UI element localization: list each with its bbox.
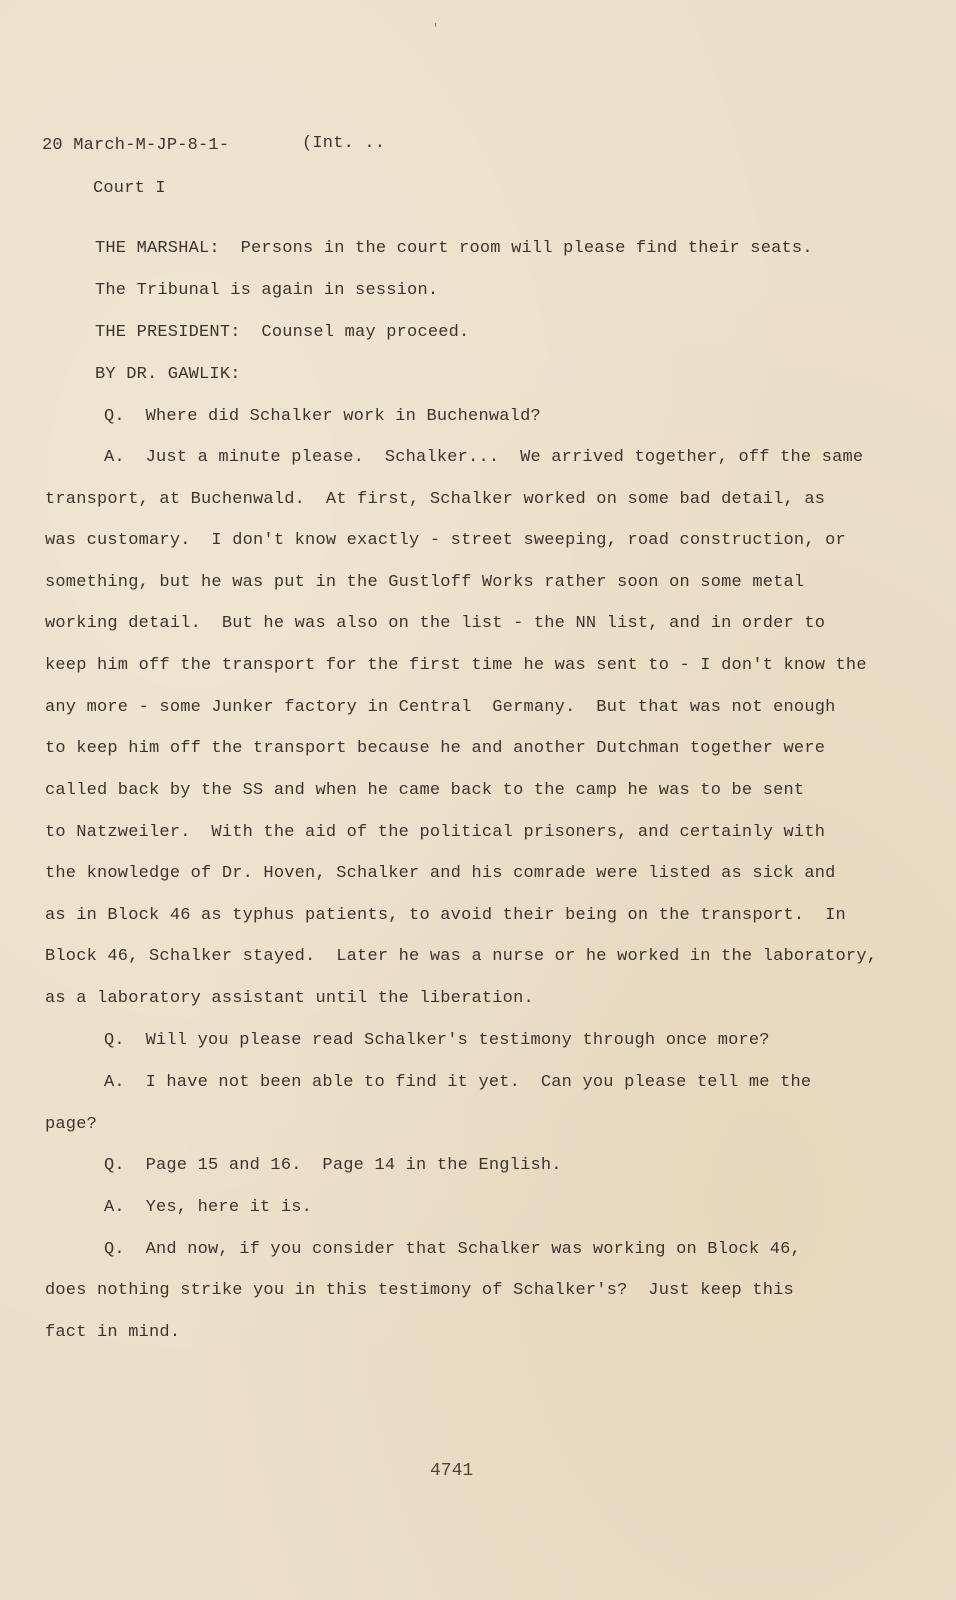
transcript-line: called back by the SS and when he came back to the camp he was to be sent — [45, 781, 805, 800]
transcript-line: Block 46, Schalker stayed. Later he was a nurse or he worked in the laboratory, — [45, 947, 878, 966]
transcript-line: keep him off the transport for the first time he was sent to - I don't know the — [45, 656, 867, 675]
transcript-line: as in Block 46 as typhus patients, to avoid their being on the transport. In — [45, 906, 846, 925]
transcript-line: Q. And now, if you consider that Schalker was working on Block 46, — [104, 1240, 801, 1259]
page-number: 4741 — [430, 1461, 474, 1481]
transcript-line: A. Just a minute please. Schalker... We arrived together, off the same — [104, 448, 864, 467]
transcript-line: BY DR. GAWLIK: — [95, 365, 241, 384]
pencil-mark: ' — [432, 22, 440, 36]
transcript-line: A. Yes, here it is. — [104, 1198, 313, 1217]
transcript-line: was customary. I don't know exactly - street sweeping, road construction, or — [45, 531, 846, 550]
transcript-line: Q. Page 15 and 16. Page 14 in the English. — [104, 1156, 562, 1175]
transcript-line: THE PRESIDENT: Counsel may proceed. — [95, 323, 470, 342]
header-int: (Int. .. — [302, 134, 386, 153]
transcript-line: transport, at Buchenwald. At first, Schalker worked on some bad detail, as — [45, 490, 826, 509]
transcript-line: page? — [45, 1115, 98, 1134]
transcript-line: working detail. But he was also on the list - the NN list, and in order to — [45, 614, 826, 633]
transcript-line: to keep him off the transport because he and another Dutchman together were — [45, 739, 826, 758]
transcript-line: THE MARSHAL: Persons in the court room will please find their seats. — [95, 239, 813, 258]
transcript-line: The Tribunal is again in session. — [95, 281, 439, 300]
transcript-line: any more - some Junker factory in Central Germany. But that was not enough — [45, 698, 836, 717]
transcript-line: does nothing strike you in this testimony of Schalker's? Just keep this — [45, 1281, 794, 1300]
header-ref: 20 March-M-JP-8-1- — [42, 136, 230, 155]
transcript-line: A. I have not been able to find it yet. Can you please tell me the — [104, 1073, 812, 1092]
transcript-line: fact in mind. — [45, 1323, 181, 1342]
transcript-line: Q. Will you please read Schalker's testimony through once more? — [104, 1031, 770, 1050]
transcript-line: Q. Where did Schalker work in Buchenwald? — [104, 407, 541, 426]
transcript-line: something, but he was put in the Gustloff Works rather soon on some metal — [45, 573, 805, 592]
court-label: Court I — [93, 179, 166, 198]
transcript-line: to Natzweiler. With the aid of the political prisoners, and certainly with — [45, 823, 826, 842]
transcript-line: as a laboratory assistant until the liberation. — [45, 989, 534, 1008]
transcript-line: the knowledge of Dr. Hoven, Schalker and his comrade were listed as sick and — [45, 864, 836, 883]
